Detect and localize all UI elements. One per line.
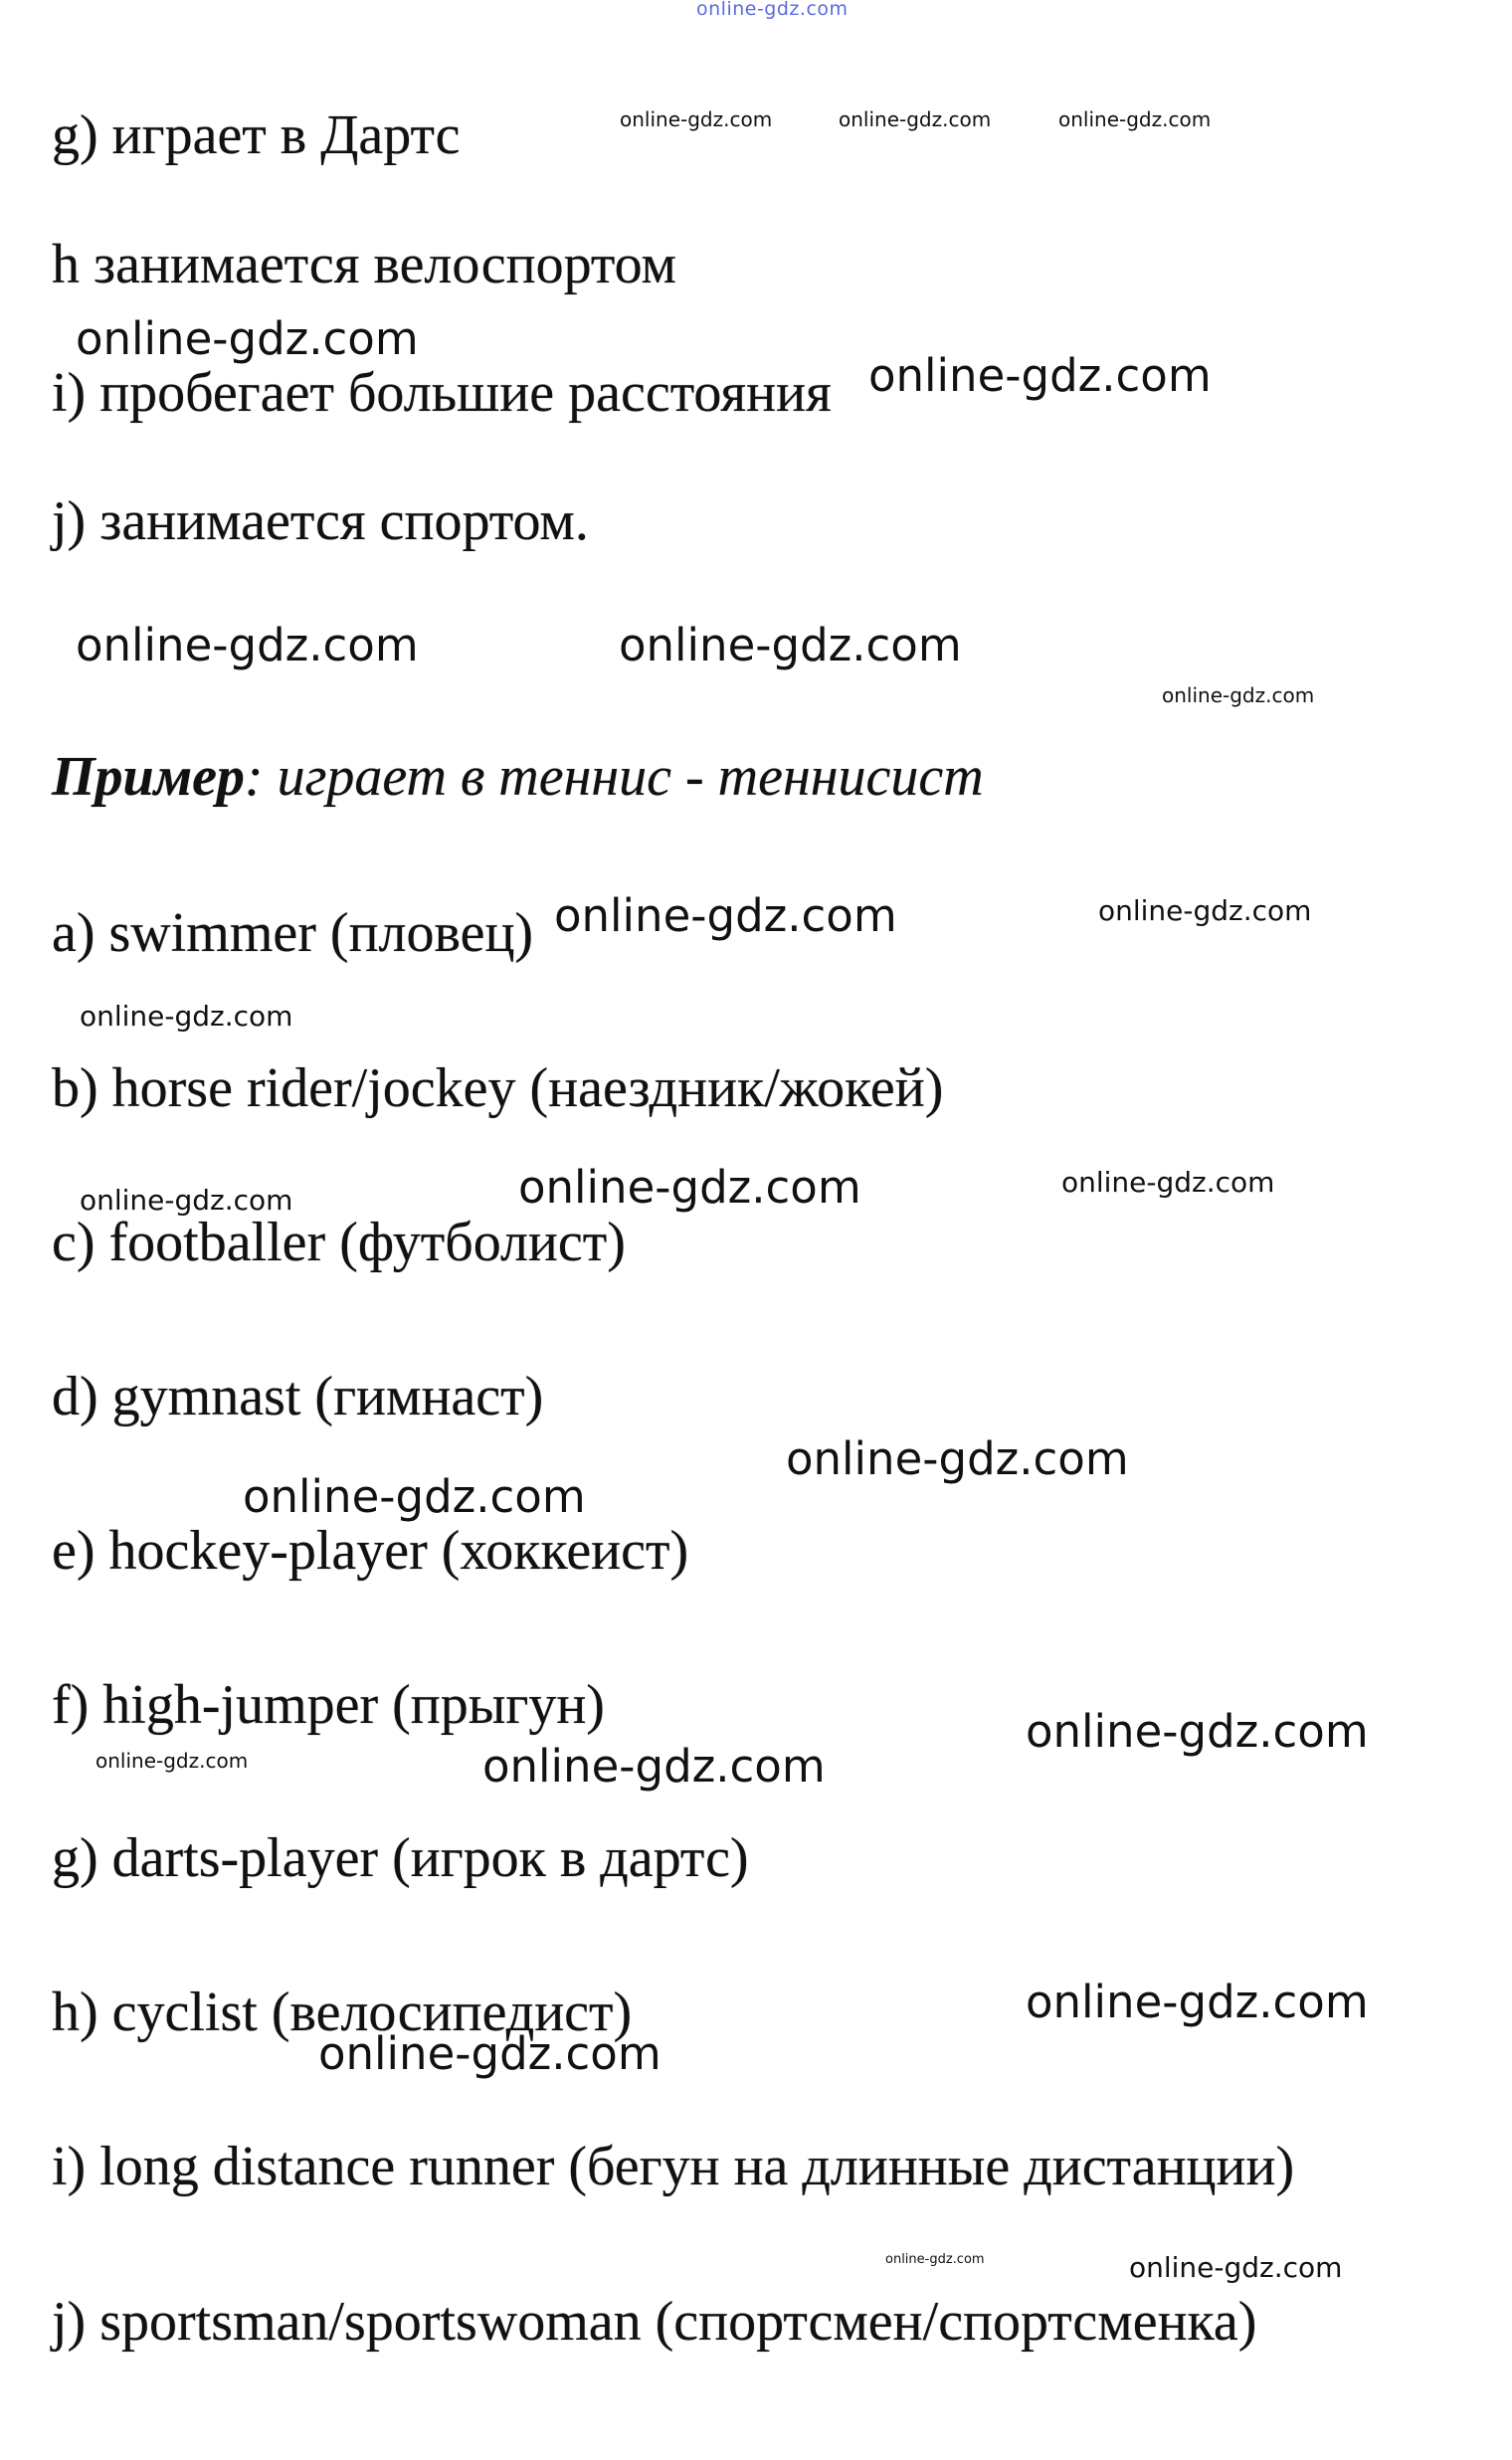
watermark: online-gdz.com <box>1162 683 1315 707</box>
watermark: online-gdz.com <box>80 1000 293 1033</box>
watermark: online-gdz.com <box>95 1749 249 1773</box>
watermark: online-gdz.com <box>482 1740 826 1793</box>
answer-f: f) high-jumper (прыгун) <box>52 1674 605 1736</box>
watermark: online-gdz.com <box>518 1161 861 1214</box>
watermark: online-gdz.com <box>318 2027 662 2080</box>
answer-i: i) long distance runner (бегун на длинные дистанции) <box>52 2136 1295 2197</box>
watermark: online-gdz.com <box>619 619 962 671</box>
watermark: online-gdz.com <box>80 1184 293 1217</box>
watermark: online-gdz.com <box>786 1432 1129 1485</box>
watermark: online-gdz.com <box>1129 2251 1343 2284</box>
ru-line-h: h занимается велоспортом <box>52 234 676 295</box>
watermark: online-gdz.com <box>1098 894 1312 927</box>
top-watermark: online-gdz.com <box>696 0 849 20</box>
watermark: online-gdz.com <box>1061 1166 1275 1199</box>
example-line <box>52 746 984 808</box>
answer-c: c) footballer (футболист) <box>52 1212 626 1273</box>
watermark: online-gdz.com <box>620 107 773 131</box>
ru-line-j: j) занимается спортом. <box>52 490 589 552</box>
watermark: online-gdz.com <box>839 107 992 131</box>
watermark: online-gdz.com <box>868 349 1212 402</box>
answer-h: h) cyclist (велосипедист) <box>52 1982 633 2043</box>
answer-b: b) horse rider/jockey (наездник/жокей) <box>52 1057 944 1119</box>
example-text: : играет в теннис - теннисист <box>244 746 984 808</box>
watermark: online-gdz.com <box>1058 107 1212 131</box>
watermark: online-gdz.com <box>76 619 419 671</box>
ru-line-g: g) играет в Дартс <box>52 104 461 166</box>
watermark: online-gdz.com <box>243 1470 586 1523</box>
ru-line-i: i) пробегает большие расстояния <box>52 362 832 424</box>
answer-g: g) darts-player (игрок в дартс) <box>52 1827 749 1889</box>
watermark: online-gdz.com <box>1026 1976 1369 2028</box>
watermark: online-gdz.com <box>1026 1705 1369 1758</box>
watermark: online-gdz.com <box>76 312 419 365</box>
watermark: online-gdz.com <box>885 2252 985 2267</box>
answer-a: a) swimmer (пловец) <box>52 902 534 964</box>
example-label: Пример <box>52 746 245 808</box>
answer-d: d) gymnast (гимнаст) <box>52 1366 544 1427</box>
watermark: online-gdz.com <box>554 889 897 942</box>
answer-j: j) sportsman/sportswoman (спортсмен/спортсменка) <box>52 2291 1257 2353</box>
answer-e: e) hockey-player (хоккеист) <box>52 1520 689 1582</box>
